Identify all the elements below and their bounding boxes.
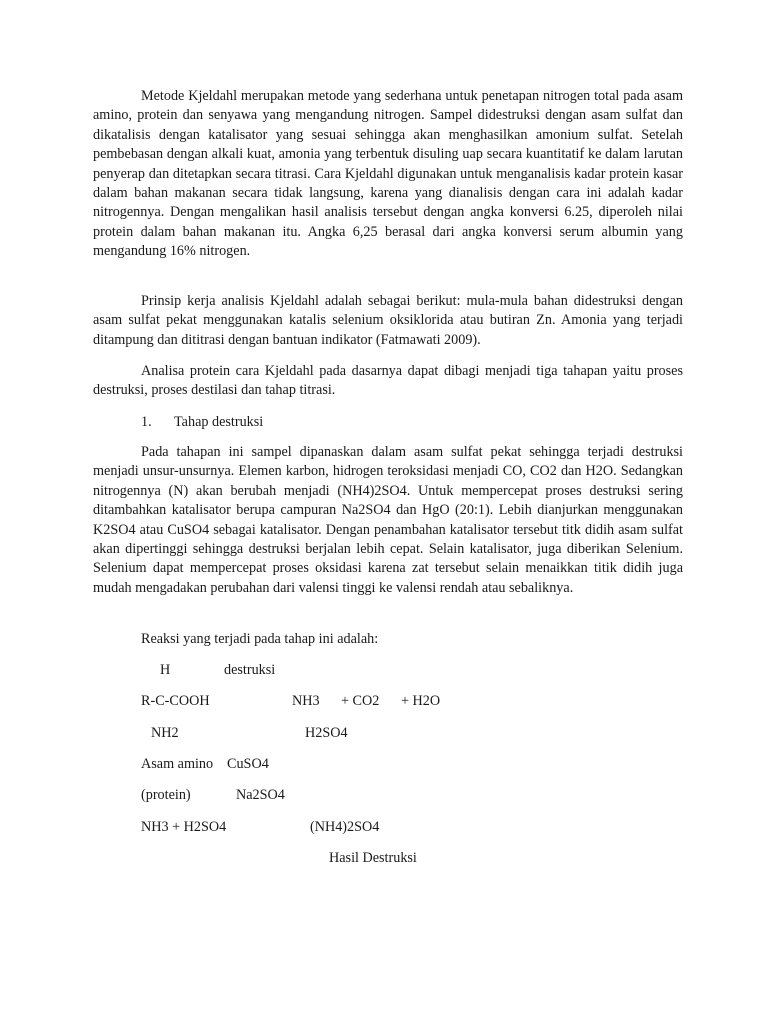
reaction-h-label: H [160, 662, 171, 678]
reaction-nh2-label: NH2 [151, 725, 179, 741]
reaction-catalyst-2: Na2SO4 [236, 787, 285, 803]
paragraph-kjeldahl-principle: Prinsip kerja analisis Kjeldahl adalah sebagai berikut: mula-mula bahan didestruksi dengan asam sulfat pekat menggunakan katalis selenium oksiklorida atau butiran Zn. Amonia yang terjadi ditampung dan dititrasi dengan bantuan indikator (Fatmawati 2009). [93, 293, 683, 348]
reaction-catalyst-1: CuSO4 [227, 756, 269, 772]
paragraph-analysis-stages: Analisa protein cara Kjeldahl pada dasarnya dapat dibagi menjadi tiga tahapan yaitu proses destruksi, proses destilasi dan tahap titrasi. [93, 363, 683, 399]
second-reaction-product: (NH4)2SO4 [310, 819, 380, 835]
reaction-result-label: Hasil Destruksi [329, 850, 417, 866]
reaction-reactant-class: (protein) [141, 787, 191, 803]
reaction-reactant: R-C-COOH [141, 693, 210, 709]
reaction-product-h2o: + H2O [401, 693, 441, 709]
reaction-product-nh3: NH3 [292, 693, 320, 709]
reaction-reactant-name: Asam amino [141, 756, 214, 772]
reaction-arrow-top-label: destruksi [224, 662, 276, 678]
reaction-arrow-bottom-label: H2SO4 [305, 725, 348, 741]
paragraph-destruction-stage: Pada tahapan ini sampel dipanaskan dalam asam sulfat pekat sehingga terjadi destruksi menjadi unsur-unsurnya. Elemen karbon, hidrogen teroksidasi menjadi CO, CO2 dan H2O. Sedangkan nitrogennya (N) akan berubah menjadi (NH4)2SO4. Untuk mempercepat proses destruksi sering ditambahkan katalisator berupa campuran Na2SO4 dan HgO (20:1). Lebih dianjurkan menggunakan K2SO4 atau CuSO4 sebagai katalisator. Dengan penambahan katalisator tersebut titk didih asam sulfat akan dipertinggi sehingga destruksi berjalan lebih cepat. Selain katalisator, juga diberikan Selenium. Selenium dapat mempercepat proses oksidasi karena zat tersebut selain menaikkan titik didih juga mudah mengadakan perubahan dari valensi tinggi ke valensi rendah atau sebaliknya. [93, 444, 683, 596]
paragraph-kjeldahl-method: Metode Kjeldahl merupakan metode yang sederhana untuk penetapan nitrogen total pada asam amino, protein dan senyawa yang mengandung nitrogen. Sampel didestruksi dengan asam sulfat dan dikatalisis dengan katalisator yang sesuai sehingga akan menghasilkan amonium sulfat. Setelah pembebasan dengan alkali kuat, amonia yang terbentuk disuling uap secara kuantitatif ke dalam larutan penyerap dan ditetapkan secara titrasi. Cara Kjeldahl digunakan untuk menganalisis kadar protein kasar dalam bahan makanan secara tidak langsung, karena yang dianalisis dengan cara ini adalah kadar nitrogennya. Dengan mengalikan hasil analisis tersebut dengan angka konversi 6.25, diperoleh nilai protein dalam bahan makanan itu. Angka 6,25 berasal dari angka konversi serum albumin yang mengandung 16% nitrogen. [93, 88, 683, 260]
second-reaction-reactants: NH3 + H2SO4 [141, 819, 227, 835]
reaction-product-co2: + CO2 [341, 693, 380, 709]
section-number: 1. [141, 414, 152, 430]
section-title: Tahap destruksi [174, 414, 264, 430]
reaction-intro: Reaksi yang terjadi pada tahap ini adalah: [141, 631, 379, 647]
